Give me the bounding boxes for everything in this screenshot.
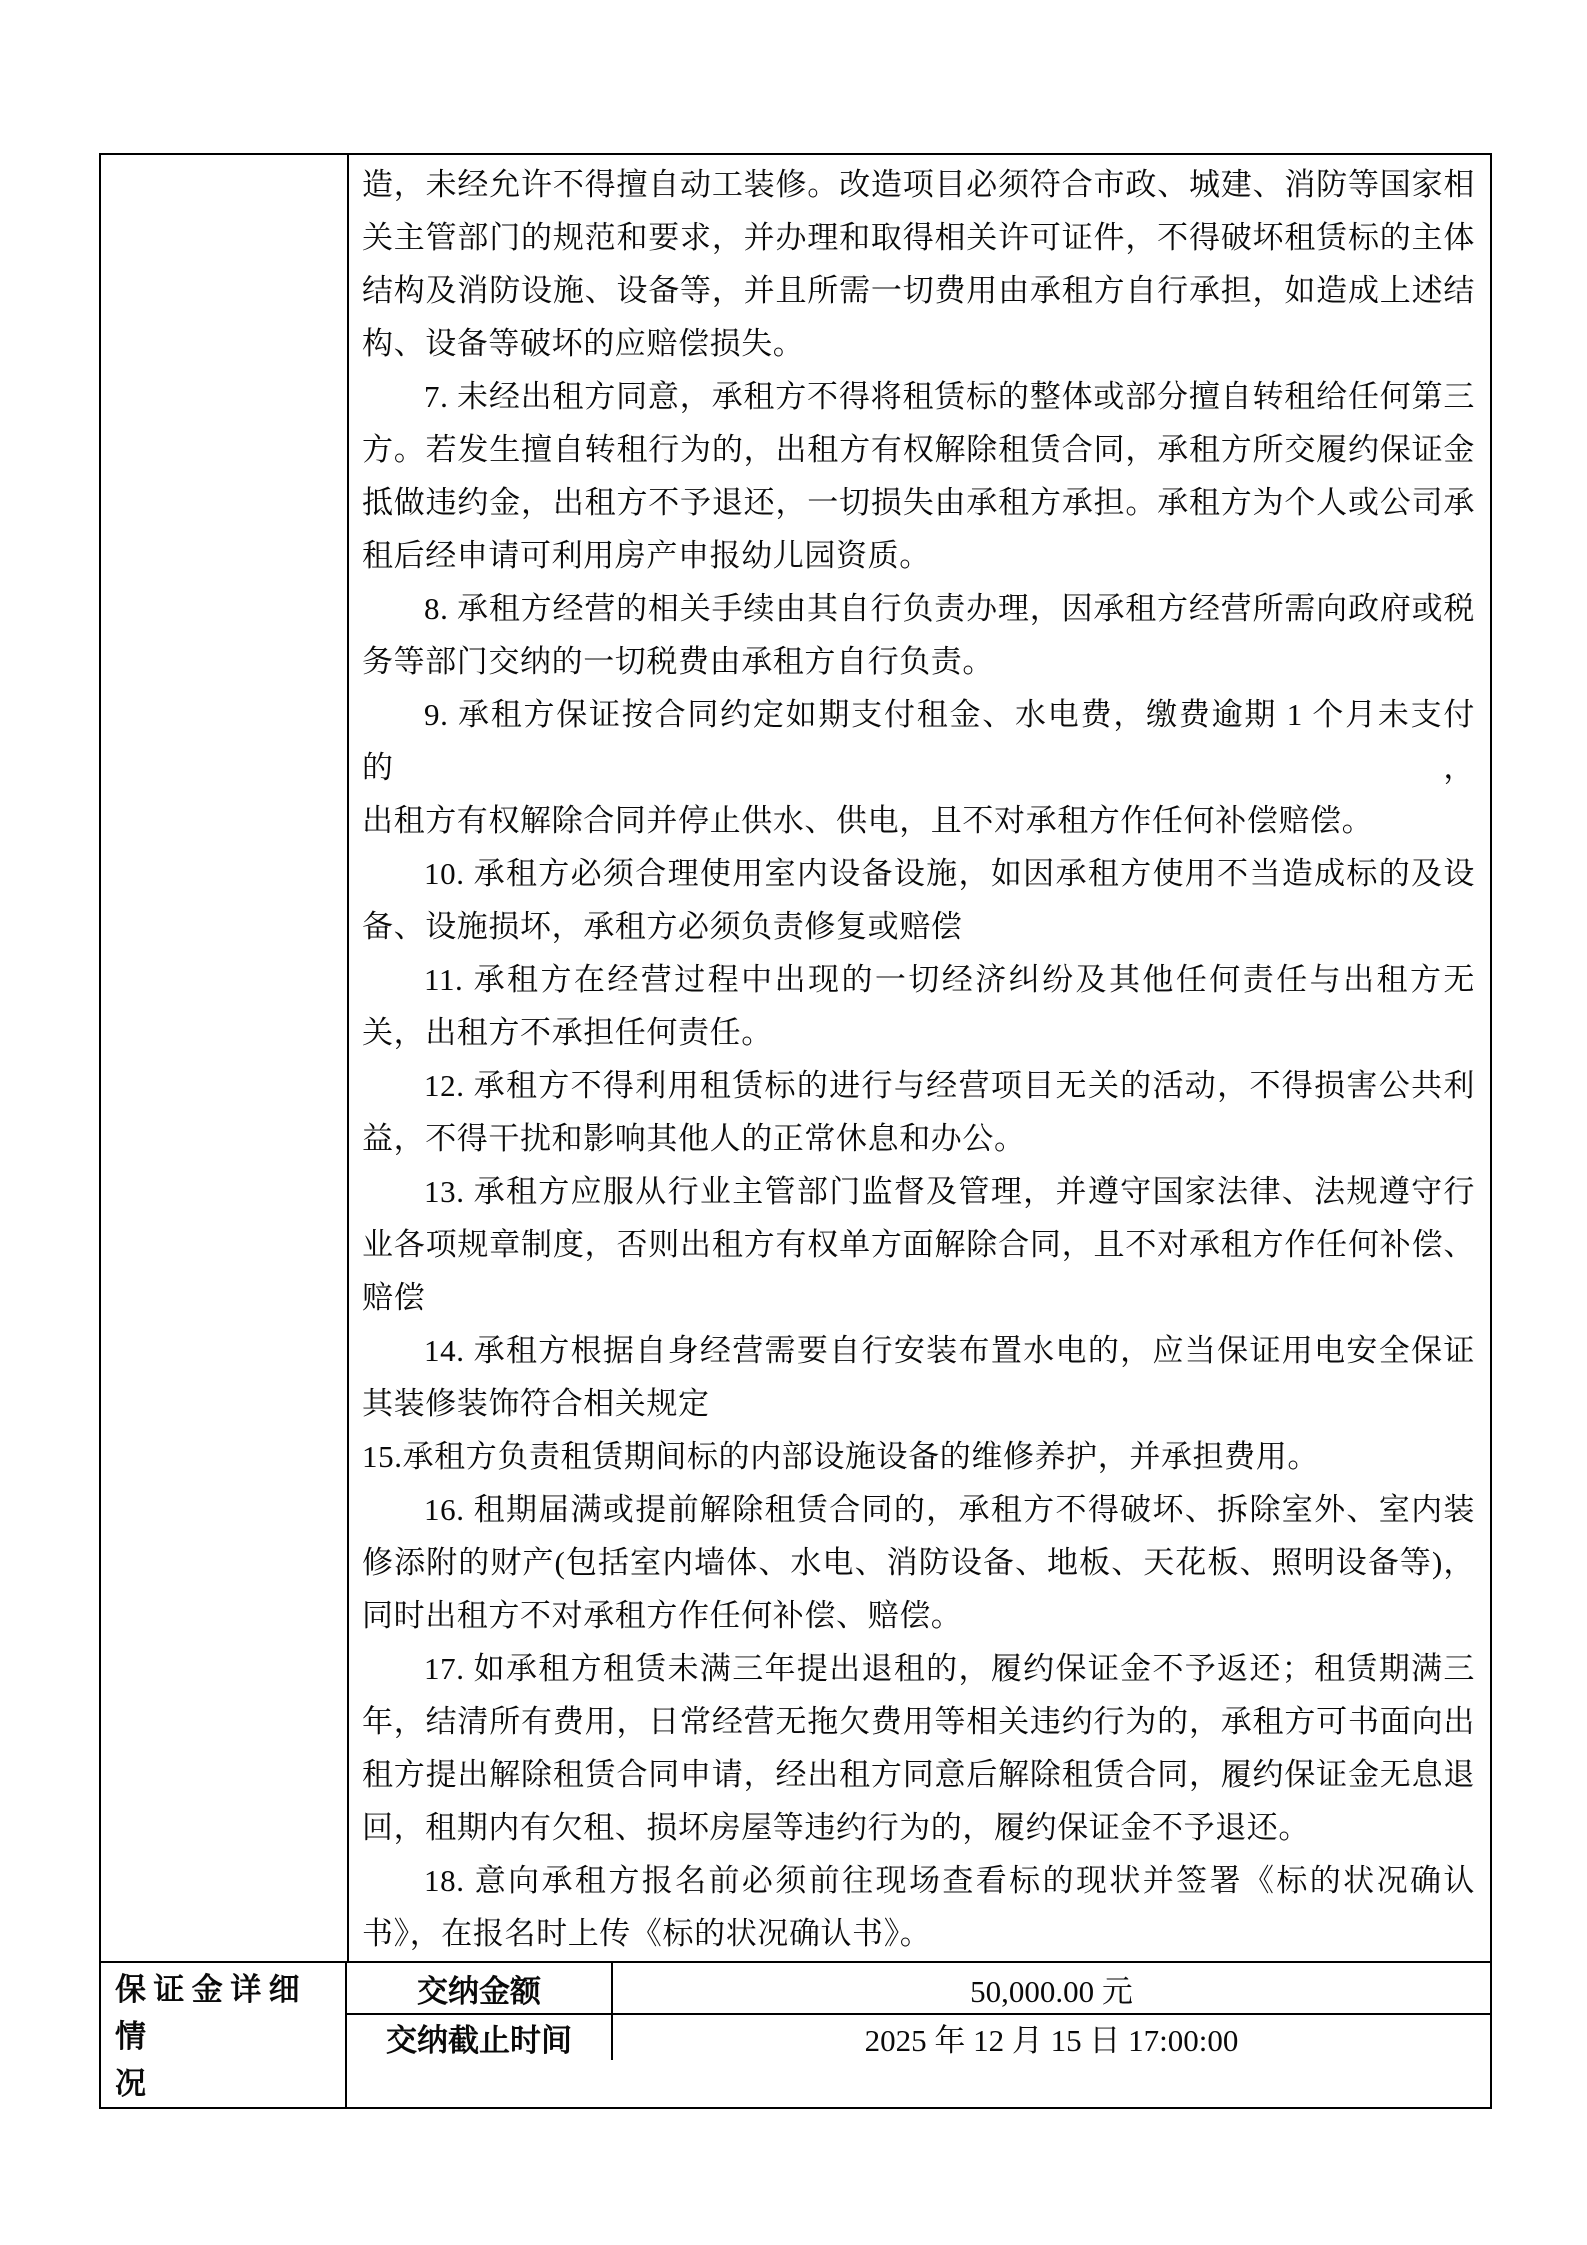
deposit-section-label-line1: 保证金详细情 (115, 1972, 307, 2054)
deposit-section-label-cell (101, 1963, 347, 2107)
lease-terms-table (99, 153, 1492, 2109)
deposit-section-label-line2: 况 (115, 2066, 146, 2101)
deposit-deadline-label: 交纳截止时间 (347, 2015, 613, 2060)
terms-line: 结构及消防设施、设备等，并且所需一切费用由承租方自行承担，如造成上述结 (362, 273, 1475, 308)
terms-line: 租后经申请可利用房产申报幼儿园资质。 (362, 538, 931, 573)
terms-line: 9. 承租方保证按合同约定如期支付租金、水电费，缴费逾期 1 个月未支付的， (362, 697, 1475, 785)
terms-line: 11. 承租方在经营过程中出现的一切经济纠纷及其他任何责任与出租方无 (424, 962, 1475, 997)
terms-line: 年，结清所有费用，日常经营无拖欠费用等相关违约行为的，承租方可书面向出 (362, 1704, 1475, 1739)
terms-line: 务等部门交纳的一切税费由承租方自行负责。 (362, 644, 994, 679)
terms-line: 同时出租方不对承租方作任何补偿、赔偿。 (362, 1598, 963, 1633)
terms-line: 18. 意向承租方报名前必须前往现场查看标的现状并签署《标的状况确认 (424, 1863, 1475, 1898)
terms-line: 回，租期内有欠租、损坏房屋等违约行为的，履约保证金不予退还。 (362, 1810, 1310, 1845)
terms-text-cell (349, 155, 1490, 1961)
terms-left-empty-cell (101, 155, 349, 1961)
terms-row (101, 155, 1490, 1963)
terms-line: 修添附的财产(包括室内墙体、水电、消防设备、地板、天花板、照明设备等)， (362, 1545, 1475, 1580)
deposit-deadline-row (347, 2015, 1490, 2060)
terms-line: 益，不得干扰和影响其他人的正常休息和办公。 (362, 1121, 1026, 1156)
terms-line: 业各项规章制度，否则出租方有权单方面解除合同，且不对承租方作任何补偿、 (362, 1227, 1475, 1262)
deposit-amount-row (347, 1963, 1490, 2015)
terms-line: 书》，在报名时上传《标的状况确认书》。 (362, 1916, 932, 1951)
deposit-section (101, 1963, 1490, 2107)
terms-line: 方。若发生擅自转租行为的，出租方有权解除租赁合同，承租方所交履约保证金 (362, 432, 1475, 467)
terms-line: 关，出租方不承担任何责任。 (362, 1015, 773, 1050)
terms-line: 租方提出解除租赁合同申请，经出租方同意后解除租赁合同，履约保证金无息退 (362, 1757, 1475, 1792)
terms-line: 出租方有权解除合同并停止供水、供电，且不对承租方作任何补偿赔偿。 (362, 803, 1374, 838)
terms-line: 15.承租方负责租赁期间标的内部设施设备的维修养护，并承担费用。 (362, 1439, 1319, 1474)
terms-line (362, 1960, 1475, 1961)
terms-line: 12. 承租方不得利用租赁标的进行与经营项目无关的活动，不得损害公共利 (424, 1068, 1475, 1103)
terms-line: 16. 租期届满或提前解除租赁合同的，承租方不得破坏、拆除室外、室内装 (424, 1492, 1475, 1527)
terms-line: 8. 承租方经营的相关手续由其自行负责办理，因承租方经营所需向政府或税 (424, 591, 1475, 626)
terms-line: 赔偿 (362, 1280, 426, 1315)
deposit-amount-value: 50,000.00 元 (970, 1973, 1133, 2009)
deposit-deadline-value: 2025 年 12 月 15 日 17:00:00 (864, 2023, 1239, 2058)
deposit-amount-label: 交纳金额 (347, 1963, 613, 2013)
terms-line: 抵做违约金，出租方不予退还，一切损失由承租方承担。承租方为个人或公司承 (362, 485, 1475, 520)
terms-line: 关主管部门的规范和要求，并办理和取得相关许可证件，不得破坏租赁标的主体 (362, 220, 1475, 255)
deposit-rows (347, 1963, 1490, 2107)
terms-line: 14. 承租方根据自身经营需要自行安装布置水电的，应当保证用电安全保证 (424, 1333, 1475, 1368)
terms-line: 13. 承租方应服从行业主管部门监督及管理，并遵守国家法律、法规遵守行 (424, 1174, 1475, 1209)
terms-line: 备、设施损坏，承租方必须负责修复或赔偿 (362, 909, 963, 944)
terms-line: 10. 承租方必须合理使用室内设备设施，如因承租方使用不当造成标的及设 (424, 856, 1475, 891)
terms-line: 7. 未经出租方同意，承租方不得将租赁标的整体或部分擅自转租给任何第三 (424, 379, 1475, 414)
terms-line: 构、设备等破坏的应赔偿损失。 (362, 326, 805, 361)
terms-line: 造，未经允许不得擅自动工装修。改造项目必须符合市政、城建、消防等国家相 (362, 167, 1475, 202)
terms-line: 17. 如承租方租赁未满三年提出退租的，履约保证金不予返还；租赁期满三 (424, 1651, 1475, 1686)
terms-line: 其装修装饰符合相关规定 (362, 1386, 710, 1421)
